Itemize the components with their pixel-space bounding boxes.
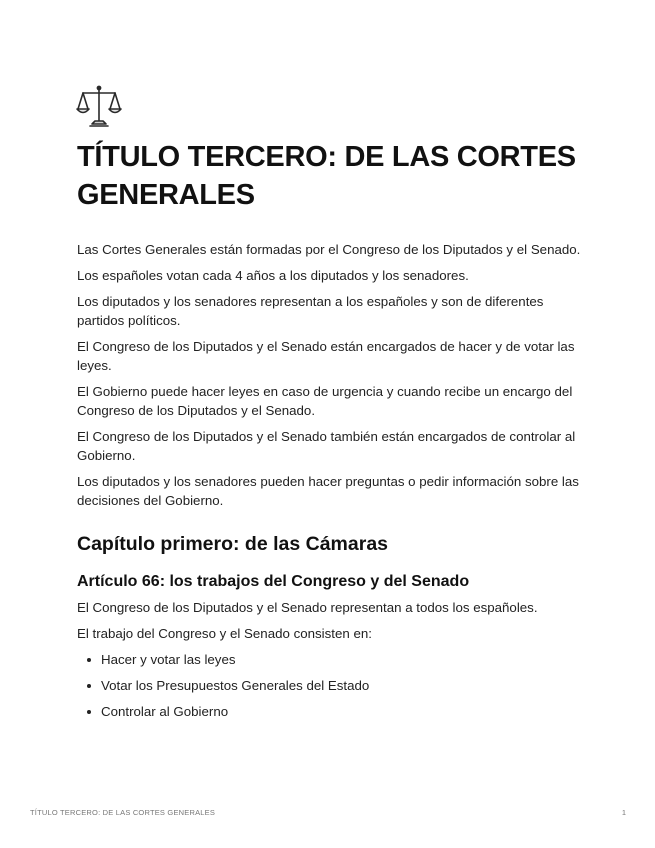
chapter-heading: Capítulo primero: de las Cámaras [77,533,389,555]
intro-paragraph: Las Cortes Generales están formadas por el Congreso de los Diputados y el Senado. [77,242,581,257]
intro-paragraph: Los diputados y los senadores representan a los españoles y son de diferentes partidos políticos. [77,294,544,328]
footer-running-title: TÍTULO TERCERO: DE LAS CORTES GENERALES [30,808,216,817]
footer-page-number: 1 [621,808,626,817]
document-page [77,82,582,728]
intro-paragraph: El Congreso de los Diputados y el Senado también están encargados de controlar al Gobierno. [77,429,576,463]
intro-paragraph: Los diputados y los senadores pueden hacer preguntas o pedir información sobre las decisiones del Gobierno. [77,474,579,508]
intro-paragraph: El Gobierno puede hacer leyes en caso de urgencia y cuando recibe un encargo del Congreso de los Diputados y el Senado. [77,384,573,418]
list-item: Votar los Presupuestos Generales del Estado [101,676,582,695]
intro-paragraph: Los españoles votan cada 4 años a los diputados y los senadores. [77,268,469,283]
article-paragraph: El trabajo del Congreso y el Senado consisten en: [77,626,372,641]
intro-paragraph: El Congreso de los Diputados y el Senado están encargados de hacer y de votar las leyes. [77,339,575,373]
list-item: Controlar al Gobierno [101,702,582,721]
article-bullet-list [77,650,582,721]
article-paragraph: El Congreso de los Diputados y el Senado representan a todos los españoles. [77,600,538,615]
balance-scale-icon [75,82,123,130]
page-title: TÍTULO TERCERO: DE LAS CORTES GENERALES [77,141,576,211]
list-item: Hacer y votar las leyes [101,650,582,669]
article-heading: Artículo 66: los trabajos del Congreso y del Senado [77,573,470,590]
intro-section [77,240,582,510]
